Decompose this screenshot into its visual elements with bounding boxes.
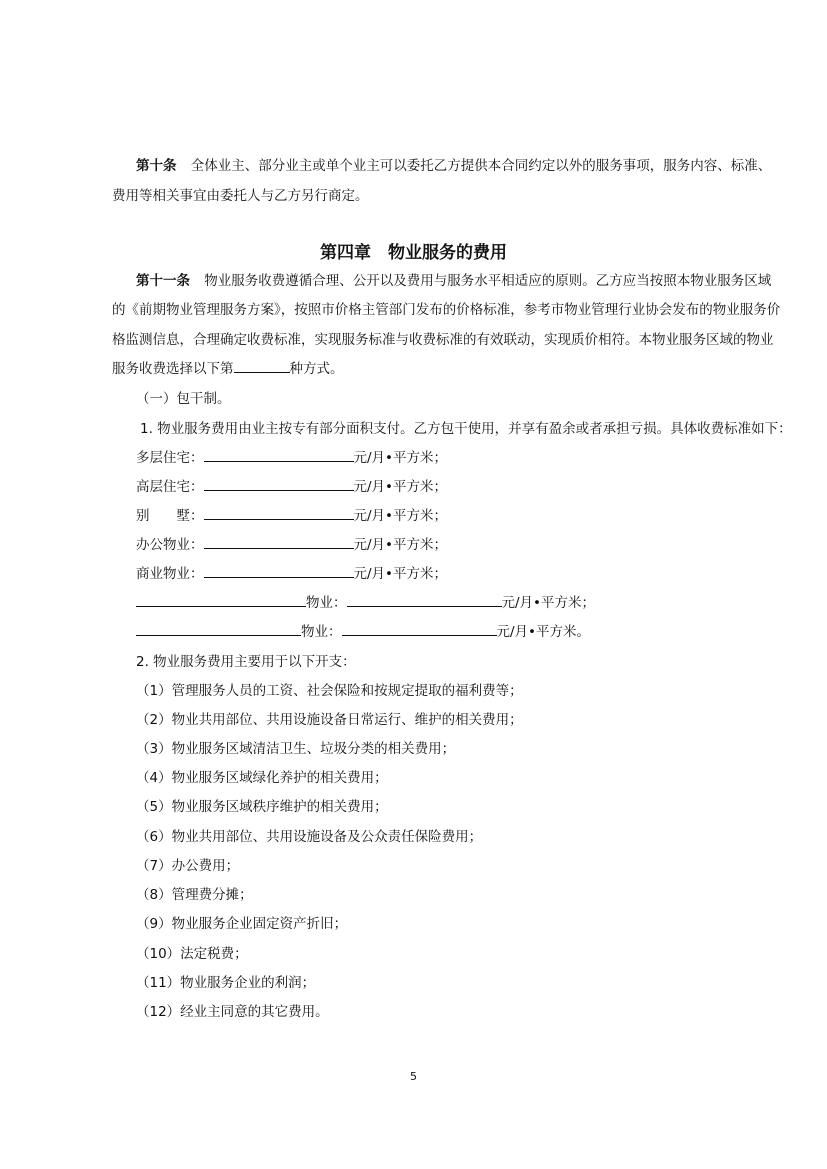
fee-blank[interactable] <box>342 623 497 636</box>
fee-row-unit: 元/月•平方米； <box>353 537 448 553</box>
expense-item: （11）物业服务企业的利润； <box>136 975 316 991</box>
fee-row-label: 办公物业： <box>136 537 204 553</box>
option-1-item-2: 2. 物业服务费用主要用于以下开支： <box>136 654 356 670</box>
fee-row-label: 商业物业： <box>136 566 204 582</box>
expense-item: （3）物业服务区域清洁卫生、垃圾分类的相关费用； <box>136 741 456 757</box>
expense-item: （4）物业服务区域绿化养护的相关费用； <box>136 770 388 786</box>
fee-row-label: 别 墅： <box>136 508 204 524</box>
article-11-label: 第十一条 <box>136 273 190 289</box>
fee-blank[interactable] <box>204 507 354 520</box>
expense-item: （10）法定税费； <box>136 946 248 962</box>
expense-item: （1）管理服务人员的工资、社会保险和按规定提取的福利费等； <box>136 683 523 699</box>
fee-row <box>136 562 447 582</box>
article-10-text-1: 全体业主、部分业主或单个业主可以委托乙方提供本合同约定以外的服务事项，服务内容、标准、 <box>190 158 772 174</box>
fee-blank[interactable] <box>204 536 354 549</box>
expense-item: （5）物业服务区域秩序维护的相关费用； <box>136 799 388 815</box>
fee-blank[interactable] <box>347 594 502 607</box>
method-choice-blank[interactable] <box>234 360 290 373</box>
custom-fee-row-label: 物业： <box>301 624 342 640</box>
fee-row-label: 高层住宅： <box>136 479 204 495</box>
chapter-title: 第四章 物业服务的费用 <box>320 243 507 263</box>
fee-blank[interactable] <box>204 449 354 462</box>
expense-item: （12）经业主同意的其它费用。 <box>136 1004 329 1020</box>
fee-row <box>136 504 447 524</box>
article-10-label: 第十条 <box>136 158 177 174</box>
article-11-text-1: 物业服务收费遵循合理、公开以及费用与服务水平相适应的原则。乙方应当按照本物业服务区域 <box>204 273 772 289</box>
fee-row-unit: 元/月•平方米； <box>353 479 448 495</box>
custom-fee-row <box>136 620 590 640</box>
article-10-line-2: 费用等相关事宜由委托人与乙方另行商定。 <box>112 188 369 204</box>
expense-item: （8）管理费分摊； <box>136 887 253 903</box>
custom-fee-row-label: 物业： <box>306 595 347 611</box>
expense-item: （6）物业共用部位、共用设施设备及公众责任保险费用； <box>136 829 483 845</box>
fee-row-label: 多层住宅： <box>136 450 204 466</box>
custom-fee-row-unit: 元/月•平方米。 <box>496 624 591 640</box>
article-11-line-3: 格监测信息，合理确定收费标准，实现服务标准与收费标准的有效联动，实现质价相符。本物业服务区域的物业 <box>112 332 774 348</box>
property-type-blank[interactable] <box>136 594 306 607</box>
article-11-line-4-post: 种方式。 <box>289 361 344 377</box>
article-11-line-1 <box>136 269 771 289</box>
expense-item: （2）物业共用部位、共用设施设备日常运行、维护的相关费用； <box>136 712 523 728</box>
fee-row <box>136 475 447 495</box>
fee-blank[interactable] <box>204 478 354 491</box>
fee-row-unit: 元/月•平方米； <box>353 508 448 524</box>
fee-row <box>136 446 447 466</box>
article-11-line-4-pre: 服务收费选择以下第 <box>112 361 234 377</box>
fee-row <box>136 533 447 553</box>
article-11-line-2: 的《前期物业管理服务方案》，按照市价格主管部门发布的价格标准，参考市物业管理行业协会发布的物业服务价 <box>112 302 781 318</box>
fee-row-unit: 元/月•平方米； <box>353 450 448 466</box>
option-1-heading: （一）包干制。 <box>136 391 231 407</box>
fee-blank[interactable] <box>204 565 354 578</box>
page-number: 5 <box>410 1070 417 1083</box>
expense-item: （7）办公费用； <box>136 858 240 874</box>
option-1-item-1: 1. 物业服务费用由业主按专有部分面积支付。乙方包干使用，并享有盈余或者承担亏损。具体收费标准如下： <box>140 421 792 437</box>
custom-fee-row <box>136 591 595 611</box>
article-11-line-4 <box>112 357 344 377</box>
expense-item: （9）物业服务企业固定资产折旧； <box>136 916 348 932</box>
property-type-blank[interactable] <box>136 623 301 636</box>
article-10-line-1 <box>136 154 771 174</box>
custom-fee-row-unit: 元/月•平方米； <box>501 595 596 611</box>
fee-row-unit: 元/月•平方米； <box>353 566 448 582</box>
